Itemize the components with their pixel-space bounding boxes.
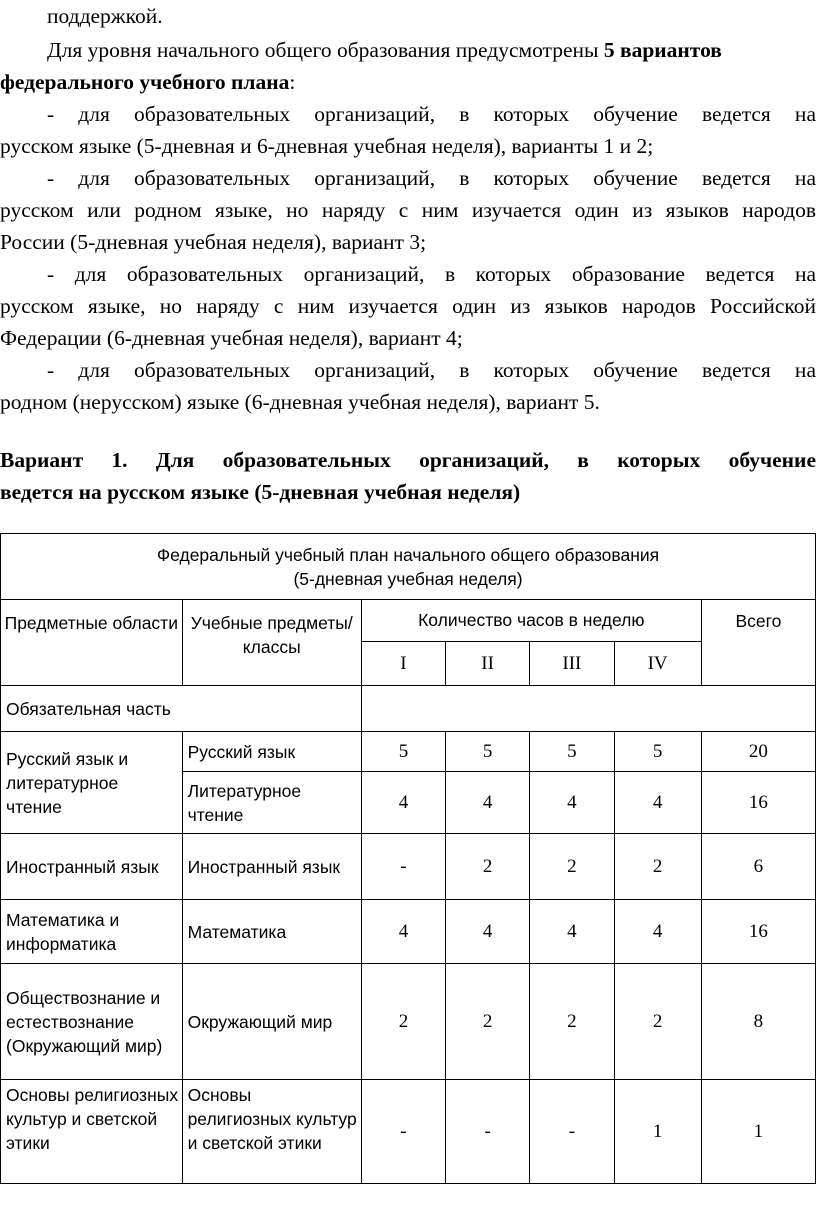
hours-cell: 4: [614, 772, 701, 834]
grade-header: IV: [614, 642, 701, 686]
bold-text: федерального учебного плана: [0, 70, 290, 94]
hours-cell: 5: [614, 732, 701, 772]
header-subjects: [182, 600, 361, 686]
table-row: [1, 834, 816, 900]
hours-cell: 2: [614, 964, 701, 1080]
grade-header: II: [446, 642, 530, 686]
header-hours-label: Количество часов в неделю: [418, 610, 645, 630]
subject-cell: Русский язык: [182, 732, 361, 772]
hours-cell: -: [530, 1080, 614, 1184]
text-line: - для образовательных организаций, в которых обучение ведется на: [47, 166, 816, 190]
total-cell: 8: [701, 964, 815, 1080]
text-span: Для уровня начального общего образования предусмотрены: [47, 38, 604, 62]
hours-cell: 5: [361, 732, 445, 772]
section-heading: ведется на русском языке (5-дневная учебная неделя): [0, 480, 521, 504]
header-areas-label: Предметные области: [4, 613, 178, 633]
total-cell: 16: [701, 772, 815, 834]
area-cell: Обществознание и естествознание (Окружающий мир): [1, 964, 183, 1080]
text-line: русском или родном языке, но наряду с ним изучается один из языков народов: [0, 198, 816, 222]
hours-cell: 2: [530, 964, 614, 1080]
hours-cell: 4: [614, 900, 701, 964]
text-line: [0, 66, 816, 98]
text-line: родном (нерусском) языке (6-дневная учебная неделя), вариант 5.: [0, 390, 600, 414]
hours-cell: 4: [361, 900, 445, 964]
total-cell: 6: [701, 834, 815, 900]
hours-cell: 1: [614, 1080, 701, 1184]
subject-cell: Литературное чтение: [182, 772, 361, 834]
hours-cell: -: [361, 834, 445, 900]
text-line: - для образовательных организаций, в которых обучение ведется на: [47, 358, 816, 382]
table-row: [1, 1080, 816, 1184]
header-areas: [1, 600, 183, 686]
hours-cell: -: [361, 1080, 445, 1184]
area-cell: Основы религиозных культур и светской этики: [1, 1080, 183, 1184]
grade-header: III: [530, 642, 614, 686]
subject-cell: Окружающий мир: [182, 964, 361, 1080]
hours-cell: 4: [530, 900, 614, 964]
hours-cell: -: [446, 1080, 530, 1184]
section-heading: Вариант 1. Для образовательных организаций, в которых обучение: [0, 448, 816, 472]
text-line: русском языке, но наряду с ним изучается один из языков народов Российской: [0, 294, 816, 318]
total-cell: 1: [701, 1080, 815, 1184]
text-span: поддержкой.: [47, 4, 163, 28]
text-line: русском языке (5-дневная и 6-дневная учебная неделя), варианты 1 и 2;: [0, 134, 654, 158]
hours-cell: 2: [446, 964, 530, 1080]
header-total: [701, 600, 815, 686]
table-row: [1, 900, 816, 964]
text-span: :: [289, 70, 296, 94]
header-hours: [361, 600, 701, 642]
text-line: [0, 0, 816, 32]
subject-cell: Математика: [182, 900, 361, 964]
hours-cell: 4: [446, 772, 530, 834]
hours-cell: 5: [530, 732, 614, 772]
hours-cell: 2: [530, 834, 614, 900]
total-cell: 16: [701, 900, 815, 964]
hours-cell: 4: [530, 772, 614, 834]
grade-header: I: [361, 642, 445, 686]
text-line: - для образовательных организаций, в которых образование ведется на: [47, 262, 816, 286]
text-line: России (5-дневная учебная неделя), вариант 3;: [0, 230, 427, 254]
table-subtitle: (5-дневная учебная неделя): [293, 568, 523, 589]
curriculum-table: [0, 533, 816, 1184]
text-line: - для образовательных организаций, в которых обучение ведется на: [47, 102, 816, 126]
header-subjects-label: Учебные предметы/классы: [190, 613, 353, 657]
hours-cell: 2: [361, 964, 445, 1080]
table-title-cell: [1, 534, 816, 600]
header-total-label: Всего: [735, 611, 782, 631]
text-line: [0, 34, 816, 66]
hours-cell: 4: [361, 772, 445, 834]
area-cell: Русский язык и литературное чтение: [1, 732, 183, 834]
text-line: Федерации (6-дневная учебная неделя), вариант 4;: [0, 326, 463, 350]
table-row: [1, 964, 816, 1080]
subject-cell: Иностранный язык: [182, 834, 361, 900]
hours-cell: 2: [614, 834, 701, 900]
area-cell: Математика и информатика: [1, 900, 183, 964]
table-title: Федеральный учебный план начального общего образования: [156, 544, 660, 565]
subject-cell: Основы религиозных культур и светской этики: [182, 1080, 361, 1184]
hours-cell: 4: [446, 900, 530, 964]
hours-cell: 5: [446, 732, 530, 772]
total-cell: 20: [701, 732, 815, 772]
table-row: [1, 732, 816, 772]
empty-cell: [361, 686, 815, 732]
bold-text: 5 вариантов: [603, 38, 722, 62]
area-cell: Иностранный язык: [1, 834, 183, 900]
mandatory-part-label: Обязательная часть: [1, 686, 362, 732]
hours-cell: 2: [446, 834, 530, 900]
